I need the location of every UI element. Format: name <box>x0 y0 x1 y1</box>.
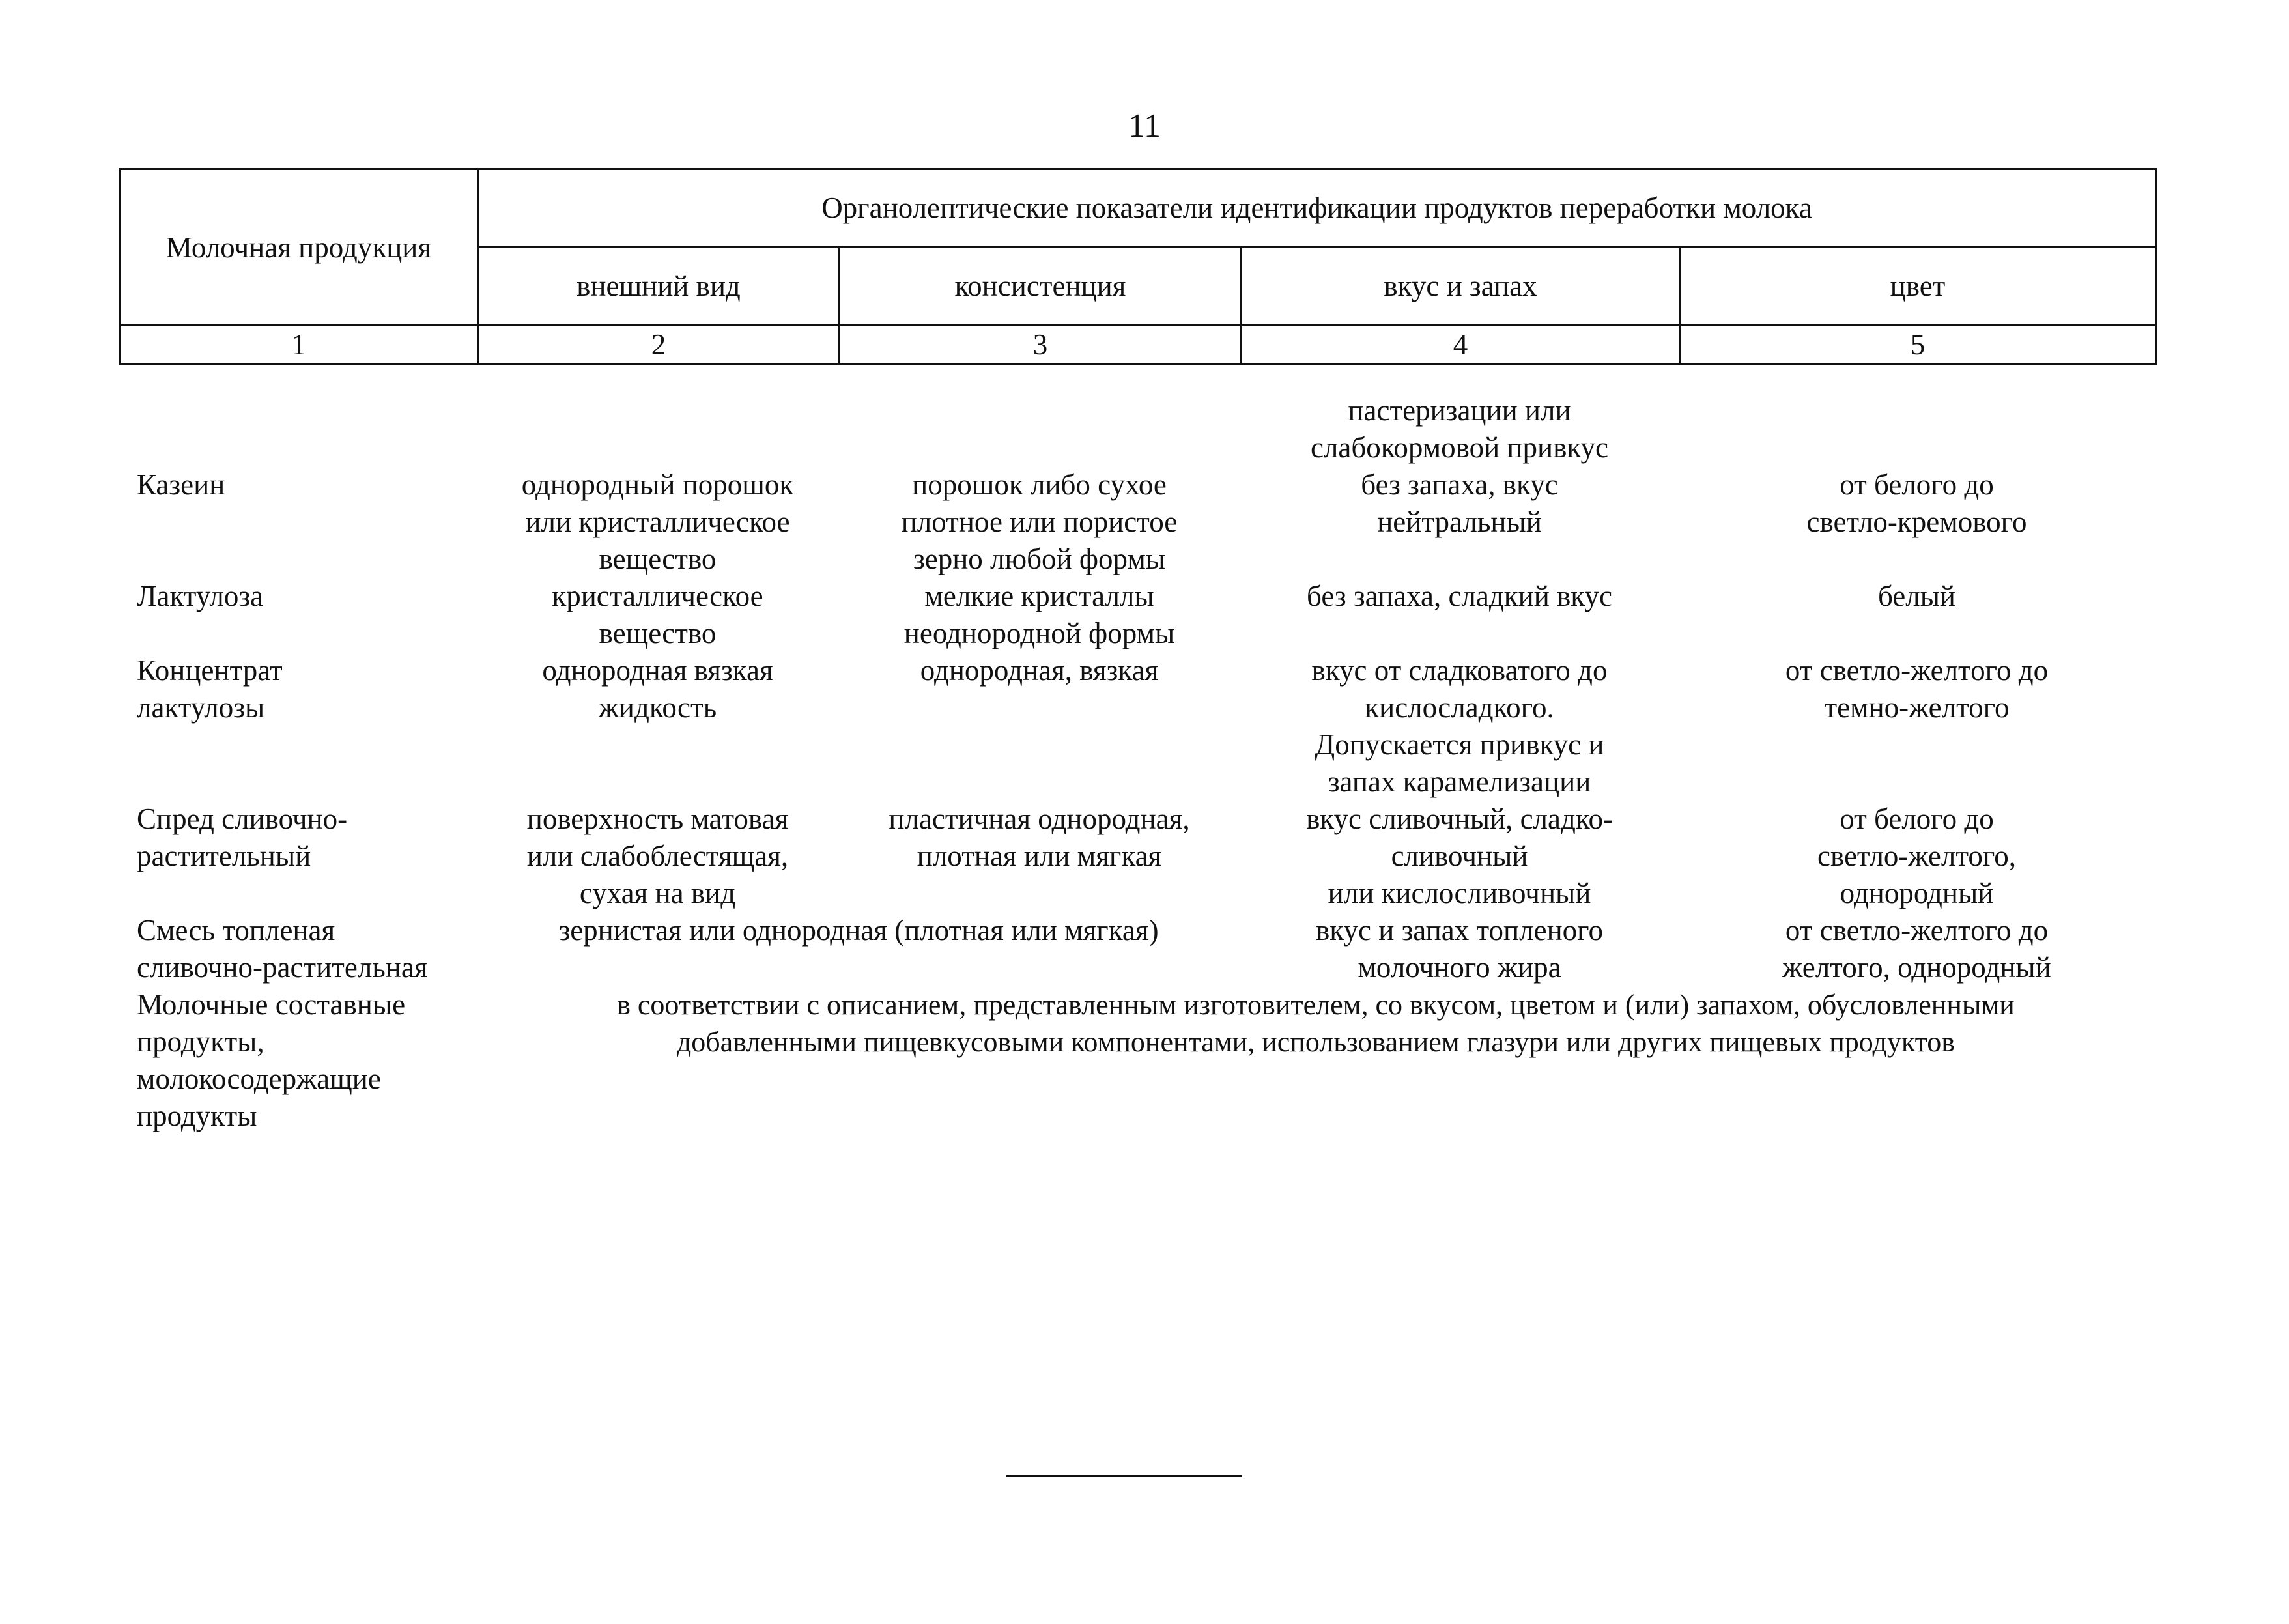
color-cell: от светло-желтого до темно-желтого <box>1785 654 2049 724</box>
product-name: Спред сливочно- растительный <box>137 803 348 872</box>
appearance-cell: однородная вязкая жидкость <box>542 654 773 724</box>
consistency-cell: пластичная однородная, плотная или мягкая <box>889 803 1190 872</box>
header-consistency: консистенция <box>840 247 1242 326</box>
consistency-cell: однородная, вязкая <box>920 654 1159 687</box>
appearance-cell: однородный порошок или кристаллическое вещество <box>521 468 794 575</box>
consistency-cell: мелкие кристаллы неоднородной формы <box>903 580 1175 649</box>
appearance-cell: кристаллическое вещество <box>552 580 763 649</box>
header-group-title: Органолептические показатели идентификации продуктов переработки молока <box>478 169 2156 247</box>
continuation-taste: пастеризации или слабокормовой привкус <box>1310 394 1609 464</box>
page-number: 11 <box>1128 107 1161 145</box>
product-name: Казеин <box>137 468 225 501</box>
taste-cell: вкус от сладковатого до кислосладкого. Допускается привкус и запах карамелизации <box>1311 654 1608 798</box>
taste-cell: вкус и запах топленого молочного жира <box>1316 914 1603 984</box>
table-row <box>119 801 2155 912</box>
product-name: Смесь топленая сливочно-растительная <box>137 914 428 984</box>
consistency-cell: порошок либо сухое плотное или пористое зерно любой формы <box>901 468 1178 575</box>
column-number: 5 <box>1680 326 2156 364</box>
table-body <box>119 392 2155 1135</box>
product-name: Молочные составные продукты, молокосодержащие продукты <box>137 988 406 1132</box>
header-appearance: внешний вид <box>478 247 840 326</box>
appearance-cell: поверхность матовая или слабоблестящая, сухая на вид <box>526 803 789 909</box>
column-number: 2 <box>478 326 840 364</box>
taste-cell: без запаха, вкус нейтральный <box>1361 468 1558 538</box>
color-cell: белый <box>1877 580 1956 612</box>
table-row <box>119 986 2155 1135</box>
product-name: Лактулоза <box>137 580 264 612</box>
color-cell: от белого до светло-желтого, однородный <box>1817 803 2016 909</box>
continuation-row <box>119 392 2155 466</box>
table-row <box>119 466 2155 578</box>
taste-cell: вкус сливочный, сладко- сливочный или кислосливочный <box>1306 803 1613 909</box>
table-row <box>119 652 2155 801</box>
product-name: Концентрат лактулозы <box>137 654 283 724</box>
header-product: Молочная продукция <box>120 169 478 326</box>
header-taste-smell: вкус и запах <box>1242 247 1680 326</box>
color-cell: от светло-желтого до желтого, однородный <box>1782 914 2051 984</box>
column-number: 3 <box>840 326 1242 364</box>
column-number: 1 <box>120 326 478 364</box>
header-color: цвет <box>1680 247 2156 326</box>
table-row <box>119 912 2155 986</box>
table-header <box>119 168 2157 365</box>
column-number: 4 <box>1242 326 1680 364</box>
table-row <box>119 578 2155 652</box>
end-rule <box>1006 1475 1242 1477</box>
color-cell: от белого до светло-кремового <box>1806 468 2027 538</box>
composite-description: в соответствии с описанием, представленным изготовителем, со вкусом, цветом и (или) запахом, обусловленными добавленными пищевкусовыми компонентами, использованием глазури или других пищевых продуктов <box>617 989 2015 1058</box>
taste-cell: без запаха, сладкий вкус <box>1307 580 1612 612</box>
appearance-consistency-cell: зернистая или однородная (плотная или мягкая) <box>558 914 1159 947</box>
